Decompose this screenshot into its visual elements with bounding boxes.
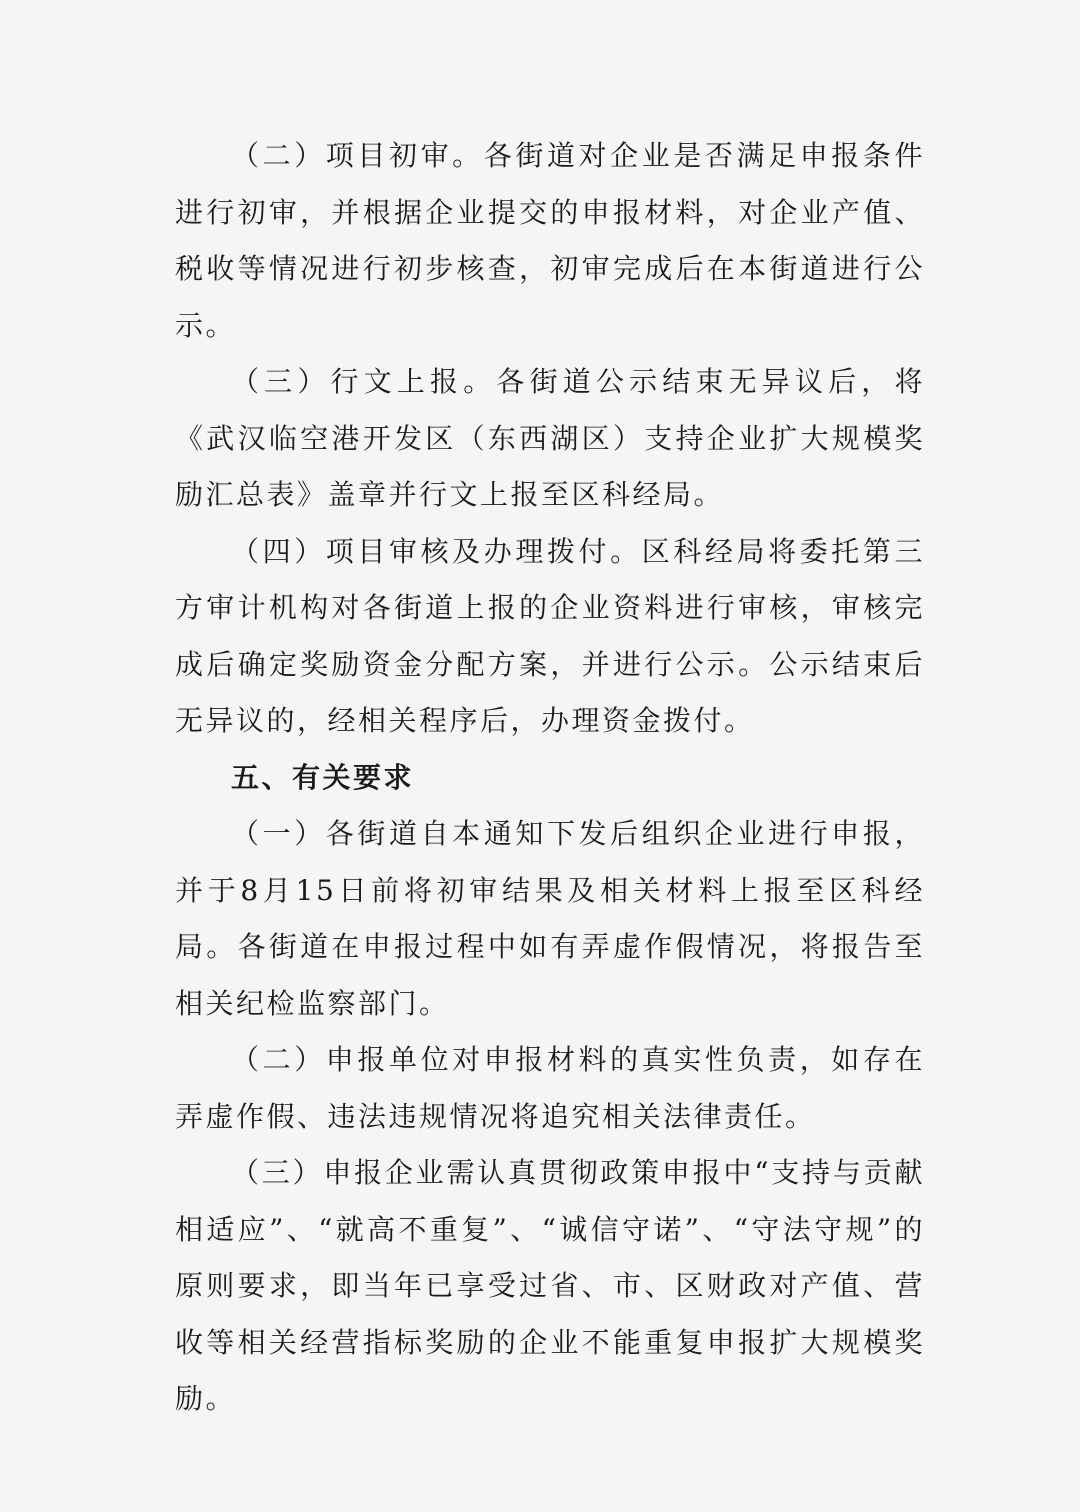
paragraph-project-initial-review: （二）项目初审。各街道对企业是否满足申报条件进行初审，并根据企业提交的申报材料，对企业产值、税收等情况进行初步核查，初审完成后在本街道进行公示。 bbox=[175, 139, 925, 342]
paragraph-requirement-1: （一）各街道自本通知下发后组织企业进行申报，并于8月15日前将初审结果及相关材料上报至区科经局。各街道在申报过程中如有弄虚作假情况，将报告至相关纪检监察部门。 bbox=[175, 817, 925, 1020]
paragraph-official-report: （三）行文上报。各街道公示结束无异议后，将《武汉临空港开发区（东西湖区）支持企业扩大规模奖励汇总表》盖章并行文上报至区科经局。 bbox=[175, 365, 925, 511]
paragraph-requirement-2: （二）申报单位对申报材料的真实性负责，如存在弄虚作假、违法违规情况将追究相关法律责任。 bbox=[175, 1043, 925, 1133]
paragraph-requirement-3: （三）申报企业需认真贯彻政策申报中“支持与贡献相适应”、“就高不重复”、“诚信守诺”、“守法守规”的原则要求，即当年已享受过省、市、区财政对产值、营收等相关经营指标奖励的企业不能重复申报扩大规模奖励。 bbox=[175, 1156, 925, 1415]
document-body bbox=[175, 128, 925, 1428]
section-heading-requirements: 五、有关要求 bbox=[231, 760, 415, 794]
paragraph-review-and-payment: （四）项目审核及办理拨付。区科经局将委托第三方审计机构对各街道上报的企业资料进行审核，审核完成后确定奖励资金分配方案，并进行公示。公示结束后无异议的，经相关程序后，办理资金拨付。 bbox=[175, 534, 925, 737]
